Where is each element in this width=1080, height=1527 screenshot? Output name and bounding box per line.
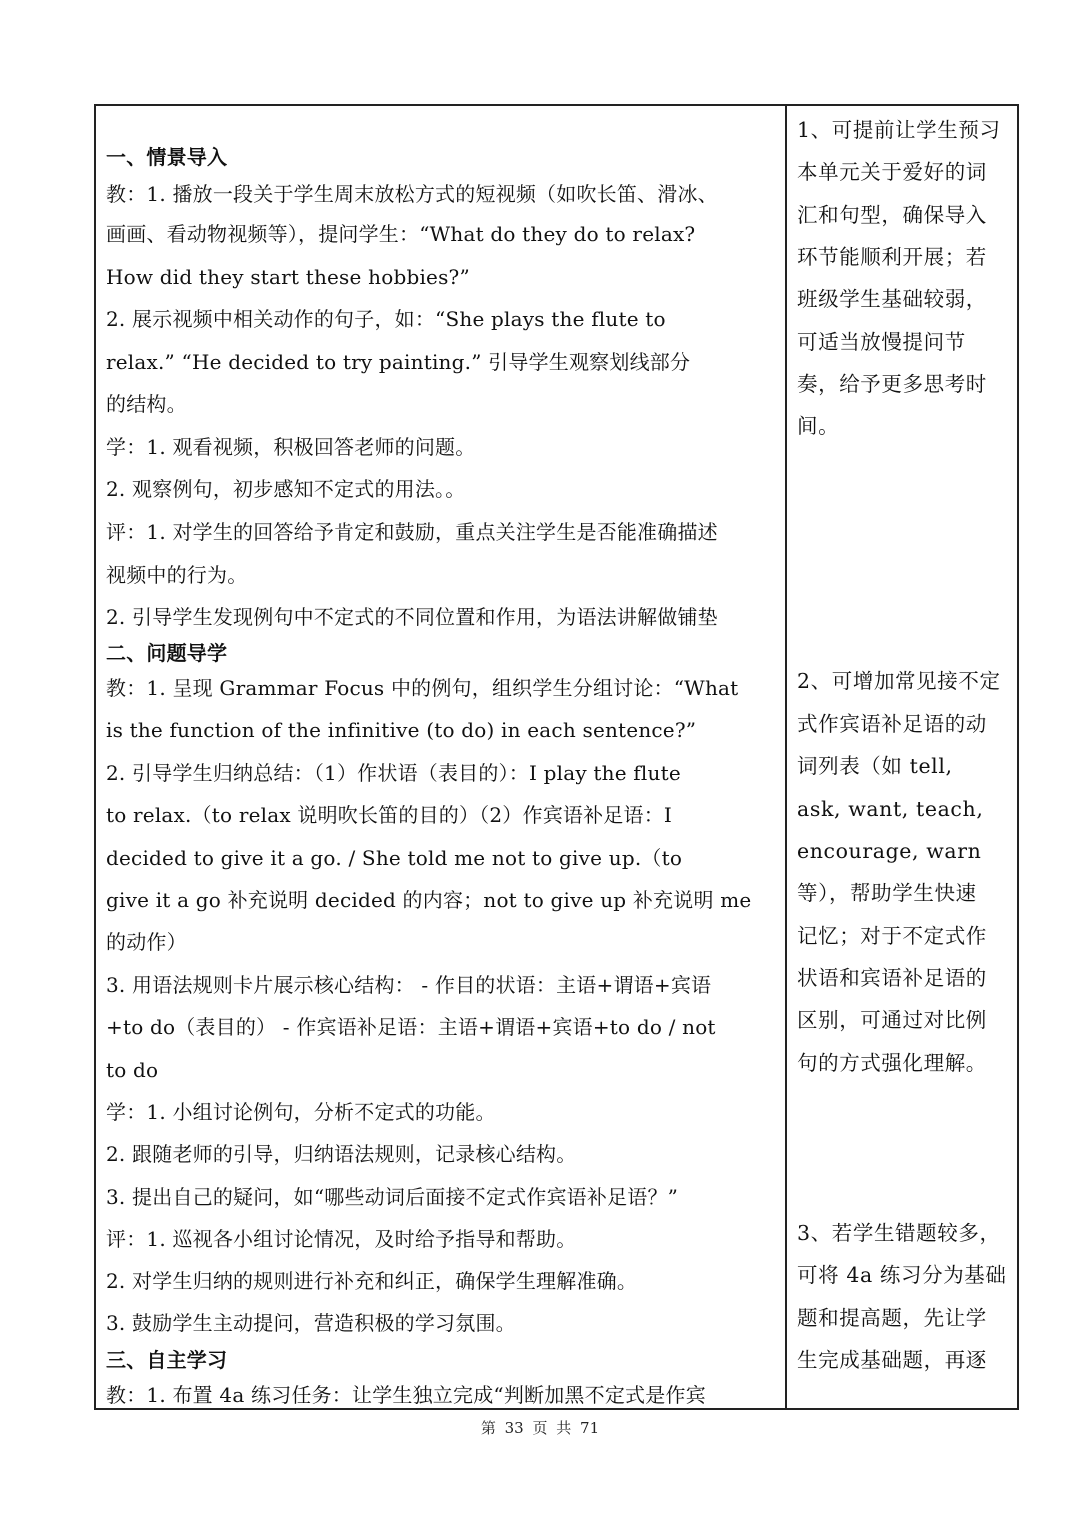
- content-line: How did they start these hobbies?”: [106, 265, 470, 289]
- content-line: 2. 引导学生发现例句中不定式的不同位置和作用，为语法讲解做铺垫: [106, 605, 718, 629]
- note-line: 状语和宾语补足语的: [797, 966, 987, 990]
- content-line: 的动作）: [106, 930, 187, 954]
- teaching-process-column: [96, 106, 785, 1408]
- note-line: 句的方式强化理解。: [797, 1051, 987, 1075]
- content-line: to relax.（to relax 说明吹长笛的目的）（2）作宾语补足语：I: [106, 803, 673, 827]
- content-line: 3. 提出自己的疑问，如“哪些动词后面接不定式作宾语补足语？”: [106, 1185, 679, 1209]
- lesson-plan-table: [94, 104, 1019, 1410]
- content-line: 视频中的行为。: [106, 563, 248, 587]
- content-line: 教：1. 布置 4a 练习任务：让学生独立完成“判断加黑不定式是作宾: [106, 1383, 706, 1407]
- section-heading: 二、问题导学: [106, 641, 228, 665]
- content-line: 3. 鼓励学生主动提问，营造积极的学习氛围。: [106, 1311, 516, 1335]
- page-footer: 第 33 页 共 71: [480, 1419, 600, 1437]
- content-line: 2. 观察例句，初步感知不定式的用法。。: [106, 477, 466, 501]
- note-line: 可适当放慢提问节: [797, 330, 966, 354]
- content-line: 3. 用语法规则卡片展示核心结构： - 作目的状语：主语+谓语+宾语: [106, 973, 712, 997]
- note-line: 环节能顺利开展；若: [797, 245, 987, 269]
- note-line: 汇和句型，确保导入: [797, 203, 987, 227]
- note-line: 区别，可通过对比例: [797, 1008, 987, 1032]
- content-line: +to do（表目的） - 作宾语补足语：主语+谓语+宾语+to do / not: [106, 1015, 716, 1039]
- note-line: 生完成基础题，再逐: [797, 1348, 987, 1372]
- note-line: 奏，给予更多思考时: [797, 372, 987, 396]
- content-line: 教：1. 播放一段关于学生周末放松方式的短视频（如吹长笛、滑冰、: [106, 182, 718, 206]
- note-line: 词列表（如 tell,: [797, 754, 953, 778]
- section-heading: 三、自主学习: [106, 1348, 228, 1372]
- note-line: 间。: [797, 414, 840, 438]
- content-line: give it a go 补充说明 decided 的内容；not to give up 补充说明 me: [106, 888, 752, 912]
- content-line: 2. 引导学生归纳总结：（1）作状语（表目的）：I play the flute: [106, 761, 681, 785]
- content-line: 的结构。: [106, 392, 187, 416]
- content-line: decided to give it a go. / She told me not to give up.（to: [106, 846, 683, 870]
- teaching-notes-column: [787, 106, 1017, 1408]
- content-line: to do: [106, 1058, 159, 1082]
- content-line: 2. 对学生归纳的规则进行补充和纠正，确保学生理解准确。: [106, 1269, 638, 1293]
- content-line: 评：1. 对学生的回答给予肯定和鼓励，重点关注学生是否能准确描述: [106, 520, 718, 544]
- note-line: 等），帮助学生快速: [797, 881, 977, 905]
- content-line: 2. 跟随老师的引导，归纳语法规则，记录核心结构。: [106, 1142, 577, 1166]
- note-line: encourage, warn: [797, 839, 982, 863]
- note-line: ask, want, teach,: [797, 797, 984, 821]
- content-line: 评：1. 巡视各小组讨论情况，及时给予指导和帮助。: [106, 1227, 577, 1251]
- section-heading: 一、情景导入: [106, 145, 228, 169]
- content-line: relax.” “He decided to try painting.” 引导学生观察划线部分: [106, 350, 691, 374]
- note-line: 3、若学生错题较多，: [797, 1221, 1001, 1245]
- note-line: 记忆；对于不定式作: [797, 924, 987, 948]
- note-line: 2、可增加常见接不定: [797, 669, 1001, 693]
- note-line: 式作宾语补足语的动: [797, 712, 987, 736]
- note-line: 本单元关于爱好的词: [797, 160, 987, 184]
- note-line: 题和提高题，先让学: [797, 1306, 987, 1330]
- content-line: 学：1. 小组讨论例句，分析不定式的功能。: [106, 1100, 496, 1124]
- content-line: 2. 展示视频中相关动作的句子，如：“She plays the flute to: [106, 307, 666, 331]
- content-line: 画画、看动物视频等），提问学生：“What do they do to relax?: [106, 222, 696, 246]
- content-line: is the function of the infinitive (to do) in each sentence?”: [106, 718, 697, 742]
- content-line: 学：1. 观看视频，积极回答老师的问题。: [106, 435, 476, 459]
- note-line: 班级学生基础较弱，: [797, 287, 987, 311]
- note-line: 1、可提前让学生预习: [797, 118, 1001, 142]
- note-line: 可将 4a 练习分为基础: [797, 1263, 1007, 1287]
- content-line: 教：1. 呈现 Grammar Focus 中的例句，组织学生分组讨论：“What: [106, 676, 739, 700]
